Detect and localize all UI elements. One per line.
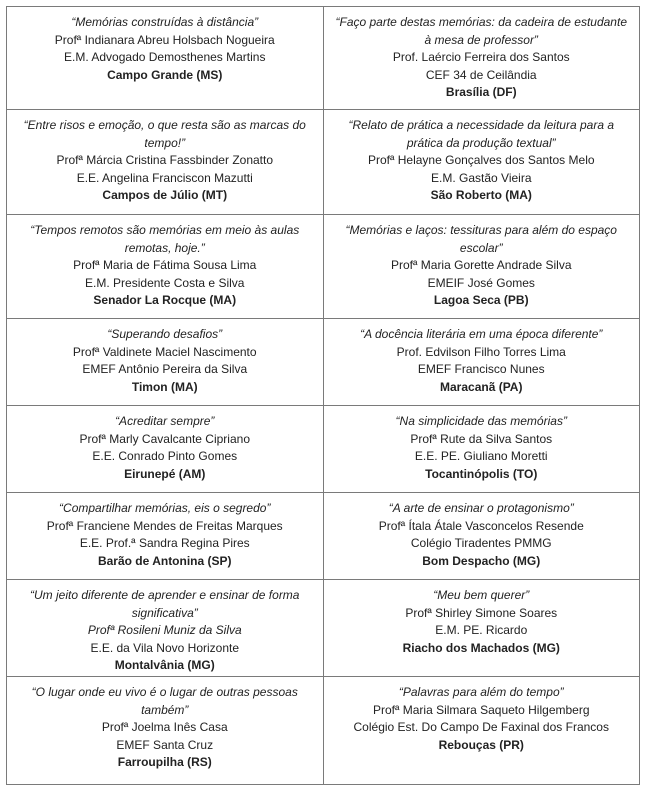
entry-title: “Memórias construídas à distância” [71, 15, 259, 29]
teacher-name: Profª Ítala Átale Vasconcelos Resende [378, 518, 584, 533]
school-name: EMEF Francisco Nunes [417, 362, 545, 377]
city-state: Riacho dos Machados (MG) [402, 640, 560, 655]
school-name: E.M. Advogado Demosthenes Martins [64, 50, 266, 65]
teacher-name: Profª Joelma Inês Casa [101, 720, 228, 735]
entry-title: “Compartilhar memórias, eis o segredo” [59, 501, 271, 515]
entry-cell [323, 215, 640, 319]
entry-cell [323, 7, 640, 110]
entry-cell [323, 493, 640, 580]
school-name: EMEF Antônio Pereira da Silva [82, 362, 248, 377]
entry-cell [323, 110, 640, 215]
school-name: EMEIF José Gomes [427, 275, 535, 290]
city-state: Rebouças (PR) [438, 737, 524, 752]
teacher-name: Prof. Edvilson Filho Torres Lima [396, 344, 566, 359]
teacher-name: Profª Franciene Mendes de Freitas Marques [46, 518, 283, 533]
city-state: Eirunepé (AM) [124, 466, 206, 481]
school-name: E.M. Presidente Costa e Silva [85, 275, 245, 290]
entry-cell [323, 580, 640, 677]
entry-cell [7, 215, 324, 319]
teacher-name: Profª Maria de Fátima Sousa Lima [73, 258, 257, 273]
teacher-name: Profª Márcia Cristina Fassbinder Zonatto [56, 153, 274, 168]
table-row [7, 7, 640, 110]
city-state: Montalvânia (MG) [114, 658, 215, 673]
entry-title: “Na simplicidade das memórias” [395, 414, 567, 428]
entry-cell [7, 406, 324, 493]
city-state: Farroupilha (RS) [117, 755, 212, 770]
entry-title: “O lugar onde eu vivo é o lugar de outras pessoas também” [31, 685, 298, 717]
entry-title: “Tempos remotos são memórias em meio às aulas remotas, hoje.” [30, 223, 300, 255]
city-state: Maracanã (PA) [440, 379, 523, 394]
entry-title: “Entre risos e emoção, o que resta são as marcas do tempo!” [23, 118, 306, 150]
table-row [7, 215, 640, 319]
school-name: E.E. da Vila Novo Horizonte [90, 640, 240, 655]
teacher-name: Profª Shirley Simone Soares [405, 605, 558, 620]
entry-cell [7, 677, 324, 785]
entry-title: “Acreditar sempre” [115, 414, 215, 428]
entry-cell [7, 7, 324, 110]
finalists-table-body [7, 7, 640, 785]
teacher-name: Profª Maria Silmara Saqueto Hilgemberg [372, 702, 590, 717]
school-name: E.E. Prof.ª Sandra Regina Pires [79, 536, 250, 551]
table-row [7, 677, 640, 785]
entry-title: “Memórias e laços: tessituras para além do espaço escolar” [345, 223, 617, 255]
city-state: Brasília (DF) [445, 85, 517, 100]
entry-title: “A arte de ensinar o protagonismo” [388, 501, 574, 515]
city-state: Senador La Rocque (MA) [93, 293, 237, 308]
teacher-name: Profª Valdinete Maciel Nascimento [72, 344, 257, 359]
entry-cell [7, 493, 324, 580]
school-name: EMEF Santa Cruz [116, 737, 214, 752]
entry-title: “Superando desafios” [107, 327, 223, 341]
table-row [7, 580, 640, 677]
entry-title: “Faço parte destas memórias: da cadeira de estudante à mesa de professor” [335, 15, 627, 47]
teacher-name: Profª Rosileni Muniz da Silva [87, 623, 242, 638]
teacher-name: Profª Maria Gorette Andrade Silva [390, 258, 572, 273]
teacher-name: Profª Helayne Gonçalves dos Santos Melo [367, 153, 595, 168]
school-name: E.E. Angelina Franciscon Mazutti [76, 170, 253, 185]
entry-title: “Palavras para além do tempo” [398, 685, 564, 699]
city-state: Campos de Júlio (MT) [102, 188, 228, 203]
city-state: São Roberto (MA) [430, 188, 532, 203]
school-name: Colégio Est. Do Campo De Faxinal dos Francos [353, 720, 609, 735]
city-state: Barão de Antonina (SP) [97, 553, 232, 568]
entry-cell [7, 319, 324, 406]
city-state: Campo Grande (MS) [107, 67, 223, 82]
school-name: E.M. PE. Ricardo [435, 623, 528, 638]
entry-cell [7, 110, 324, 215]
teacher-name: Prof. Laércio Ferreira dos Santos [392, 50, 570, 65]
entry-title: “Meu bem querer” [433, 588, 530, 602]
table-row [7, 319, 640, 406]
school-name: E.M. Gastão Vieira [431, 170, 532, 185]
city-state: Timon (MA) [131, 379, 198, 394]
table-row [7, 110, 640, 215]
table-row [7, 406, 640, 493]
entry-title: “Relato de prática a necessidade da leitura para a prática da produção textual” [348, 118, 614, 150]
city-state: Tocantinópolis (TO) [425, 466, 538, 481]
entry-cell [323, 406, 640, 493]
entry-cell [7, 580, 324, 677]
entry-title: “Um jeito diferente de aprender e ensinar de forma significativa” [30, 588, 300, 620]
entry-cell [323, 677, 640, 785]
school-name: CEF 34 de Ceilândia [425, 67, 537, 82]
city-state: Bom Despacho (MG) [422, 553, 541, 568]
city-state: Lagoa Seca (PB) [433, 293, 529, 308]
school-name: E.E. Conrado Pinto Gomes [92, 449, 238, 464]
finalists-table [6, 6, 640, 785]
school-name: E.E. PE. Giuliano Moretti [414, 449, 548, 464]
school-name: Colégio Tiradentes PMMG [410, 536, 552, 551]
teacher-name: Profª Indianara Abreu Holsbach Nogueira [54, 32, 275, 47]
teacher-name: Profª Marly Cavalcante Cipriano [79, 431, 250, 446]
table-row [7, 493, 640, 580]
teacher-name: Profª Rute da Silva Santos [410, 431, 553, 446]
entry-cell [323, 319, 640, 406]
entry-title: “A docência literária em uma época diferente” [360, 327, 603, 341]
